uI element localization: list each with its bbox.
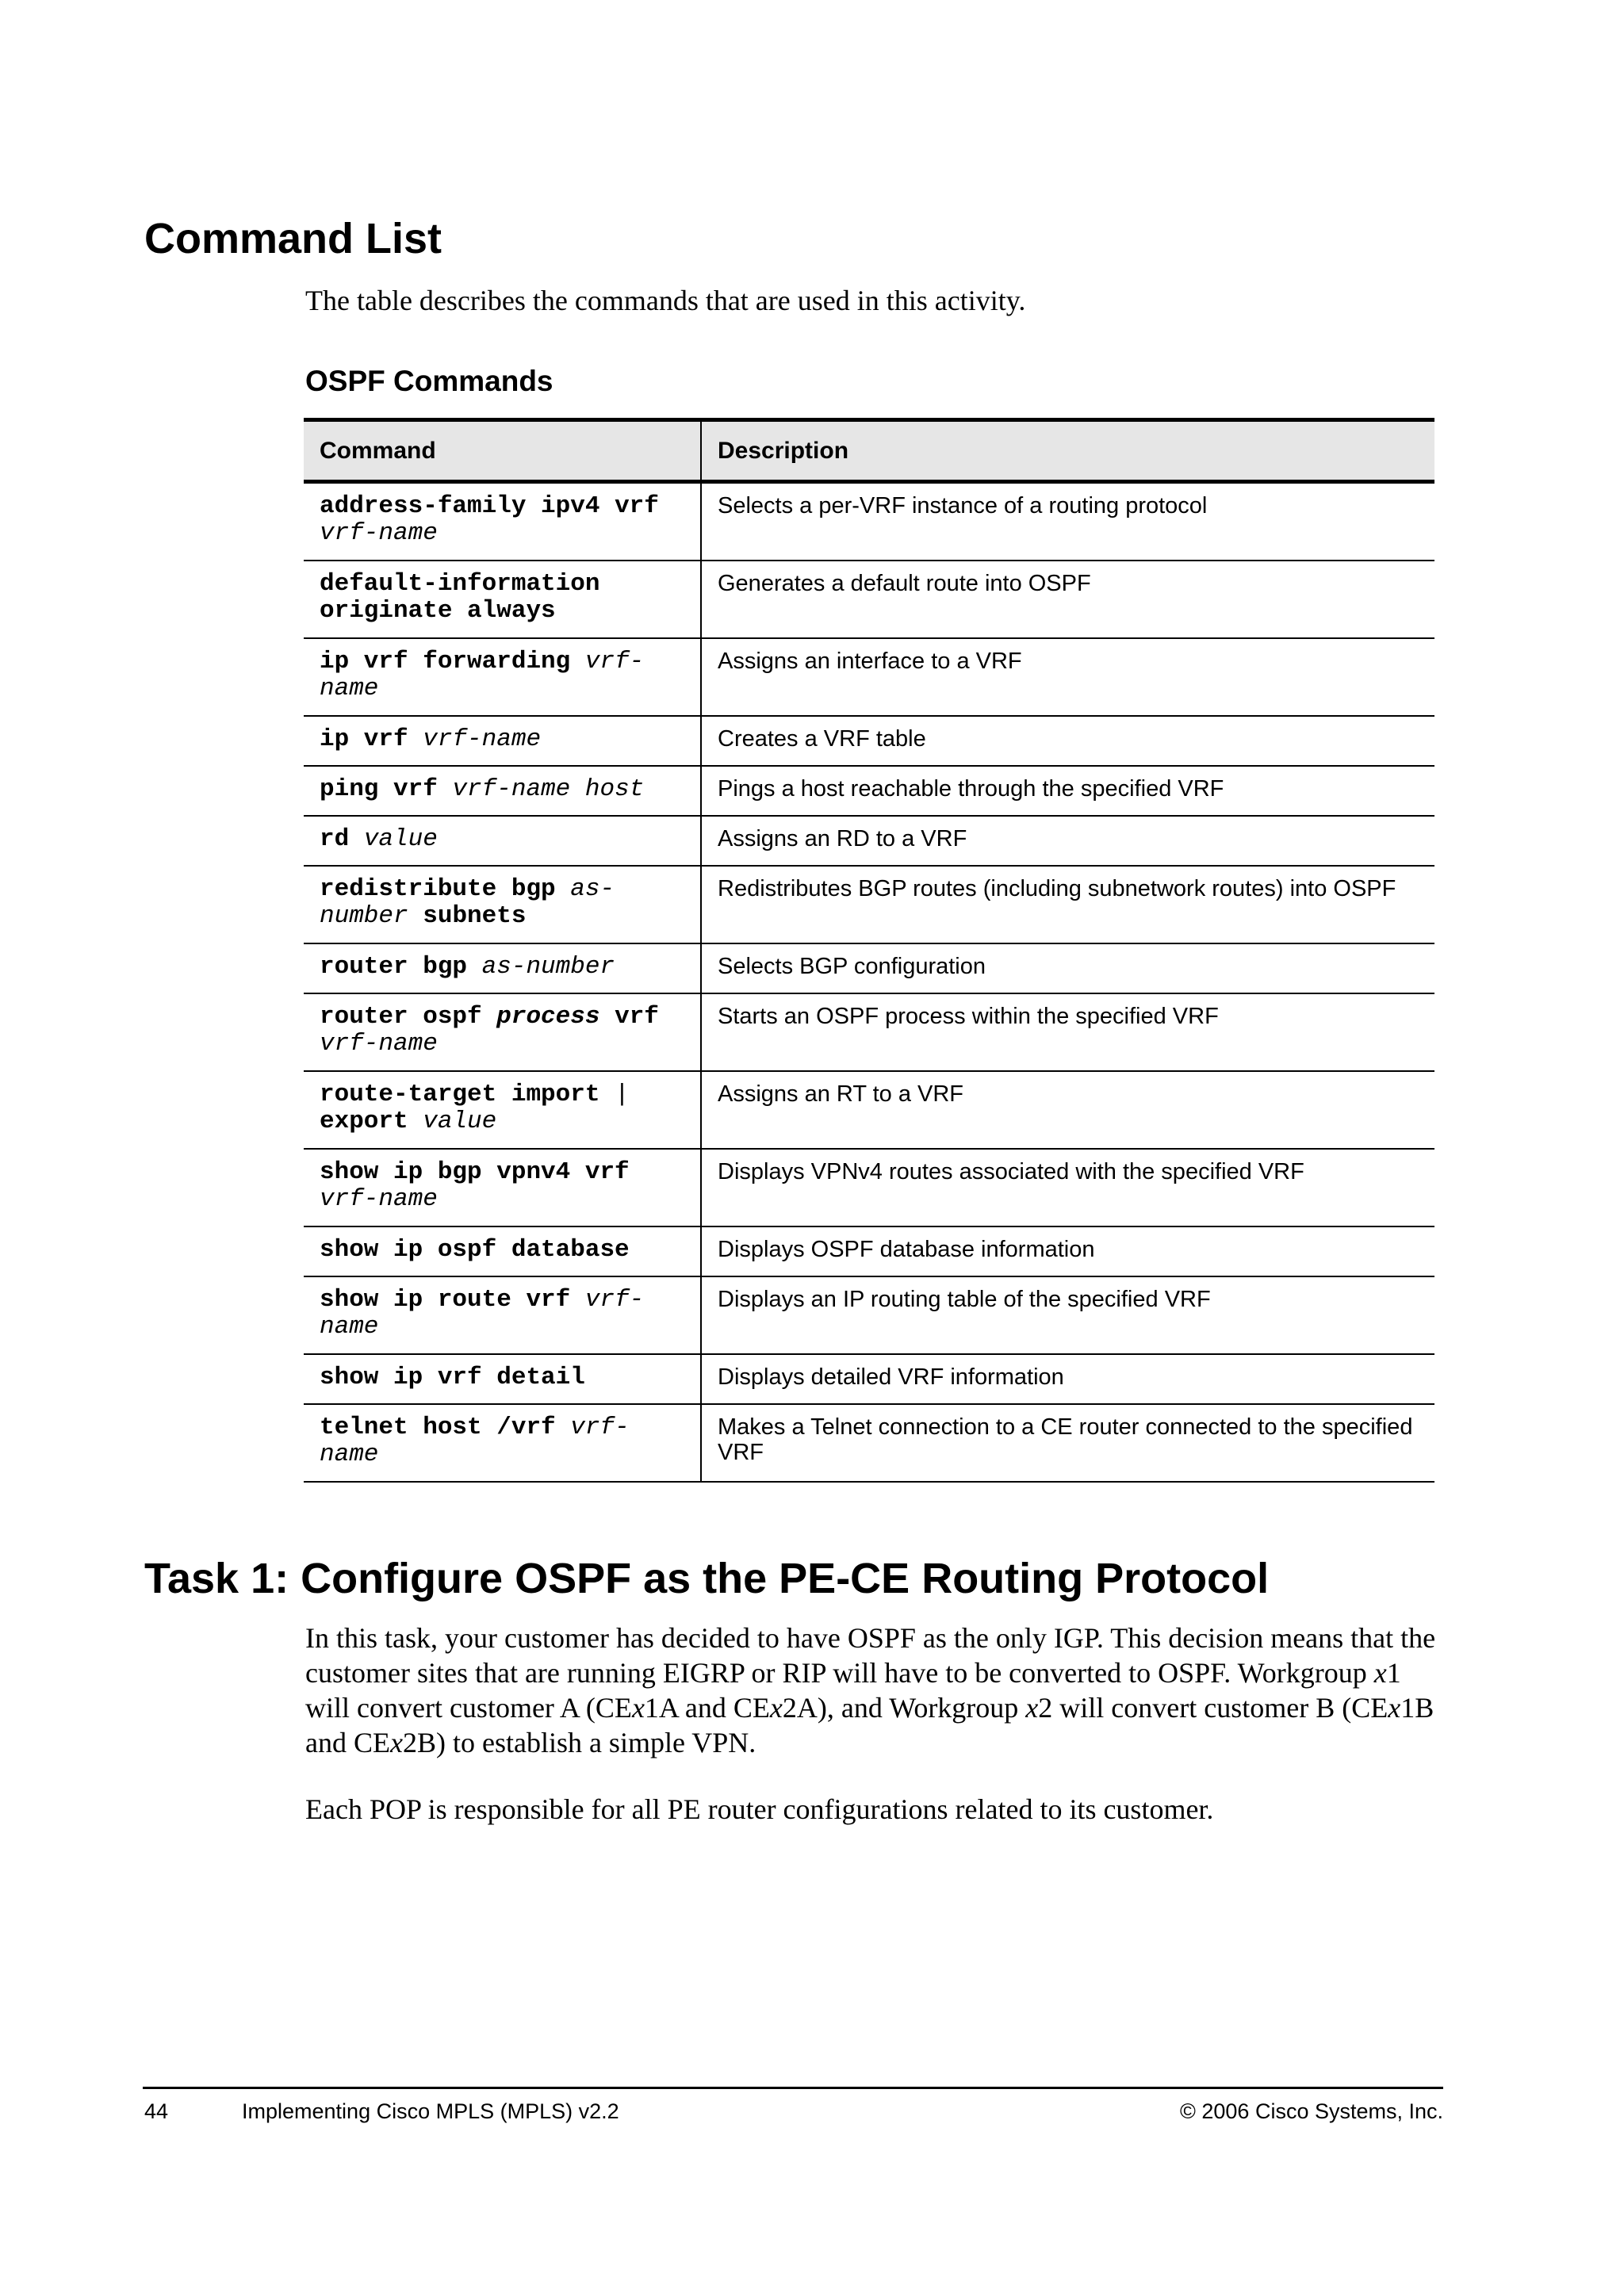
command-keyword: subnets — [423, 902, 527, 930]
command-separator — [467, 953, 482, 981]
table-row — [304, 816, 1434, 866]
table-header-row — [304, 420, 1434, 482]
command-separator — [408, 902, 423, 930]
command-cell — [304, 482, 701, 561]
description-cell: Creates a VRF table — [701, 716, 1434, 766]
table-row — [304, 1276, 1434, 1354]
intro-text: The table describes the commands that are used in this activity. — [305, 285, 1026, 316]
description-cell: Starts an OSPF process within the specified VRF — [701, 993, 1434, 1071]
description-cell: Displays OSPF database information — [701, 1226, 1434, 1276]
italic-variable: x — [631, 1692, 645, 1724]
command-argument: vrf-name — [320, 519, 438, 547]
command-argument: as-number — [481, 953, 615, 981]
italic-variable: x — [769, 1692, 783, 1724]
description-cell: Assigns an RT to a VRF — [701, 1071, 1434, 1149]
command-keyword: ping vrf — [320, 775, 438, 803]
section-heading-command-list: Command List — [144, 215, 442, 262]
table-row — [304, 716, 1434, 766]
column-header-description: Description — [701, 420, 1434, 482]
description-cell: Displays an IP routing table of the specified VRF — [701, 1276, 1434, 1354]
command-separator — [556, 875, 571, 903]
command-separator — [599, 492, 615, 520]
command-argument: vrf-name host — [452, 775, 645, 803]
command-separator — [570, 648, 585, 675]
command-cell — [304, 866, 701, 943]
description-cell: Redistributes BGP routes (including subnetwork routes) into OSPF — [701, 866, 1434, 943]
italic-variable: x — [389, 1727, 403, 1758]
command-cell — [304, 1149, 701, 1226]
description-cell: Selects BGP configuration — [701, 943, 1434, 993]
task-1-paragraph-2: Each POP is responsible for all PE router configurations related to its customer. — [305, 1793, 1214, 1825]
table-row — [304, 1149, 1434, 1226]
footer-page-number: 44 — [144, 2099, 169, 2123]
command-argument: vrf-name — [320, 1185, 438, 1213]
description-cell: Generates a default route into OSPF — [701, 561, 1434, 638]
table-row — [304, 482, 1434, 561]
command-cell — [304, 1226, 701, 1276]
command-keyword: process — [496, 1003, 600, 1031]
table-body — [304, 482, 1434, 1483]
command-argument: vrf-name — [320, 1286, 645, 1341]
command-keyword: show ip bgp vpnv4 vrf — [320, 1158, 630, 1186]
command-cell — [304, 1404, 701, 1482]
table-row — [304, 1226, 1434, 1276]
text-run: 2 will convert customer B (CE — [1038, 1692, 1388, 1724]
command-separator — [570, 1286, 585, 1314]
text-run: In this task, your customer has decided to have OSPF as the only IGP. This decision means that the customer sites that are running EIGRP or RIP will have to be converted to OSPF. Workgroup — [305, 1622, 1436, 1689]
italic-variable: x — [1388, 1692, 1401, 1724]
command-keyword: rd — [320, 825, 350, 853]
text-run: 2A), and Workgroup — [782, 1692, 1026, 1724]
command-keyword: export — [320, 1108, 408, 1135]
command-argument: vrf-name — [320, 1414, 630, 1468]
table-row — [304, 866, 1434, 943]
text-run: 1A and CE — [644, 1692, 770, 1724]
footer-rule — [143, 2087, 1443, 2089]
command-keyword: show ip ospf database — [320, 1236, 630, 1264]
command-separator — [438, 775, 453, 803]
command-keyword: router bgp — [320, 953, 468, 981]
command-argument: vrf-name — [320, 648, 645, 702]
command-keyword: telnet host /vrf — [320, 1414, 556, 1441]
command-keyword: redistribute bgp — [320, 875, 556, 903]
command-separator — [408, 725, 423, 753]
command-separator — [349, 825, 364, 853]
command-keyword: default-information originate always — [320, 570, 600, 625]
command-keyword: vrf — [615, 1003, 659, 1031]
description-cell: Displays detailed VRF information — [701, 1354, 1434, 1404]
command-argument: vrf-name — [320, 1030, 438, 1058]
description-cell: Makes a Telnet connection to a CE router connected to the specified VRF — [701, 1404, 1434, 1482]
table-row — [304, 943, 1434, 993]
command-keyword: router ospf — [320, 1003, 482, 1031]
command-argument: value — [423, 1108, 497, 1135]
command-cell — [304, 1276, 701, 1354]
command-cell — [304, 1071, 701, 1149]
command-keyword: address-family ipv4 — [320, 492, 600, 520]
command-keyword: vrf — [615, 492, 659, 520]
command-cell — [304, 638, 701, 716]
table-row — [304, 993, 1434, 1071]
description-cell: Pings a host reachable through the specified VRF — [701, 766, 1434, 816]
command-cell — [304, 1354, 701, 1404]
table-row — [304, 1404, 1434, 1482]
description-cell: Assigns an RD to a VRF — [701, 816, 1434, 866]
table-row — [304, 1354, 1434, 1404]
command-argument: value — [363, 825, 438, 853]
italic-variable: x — [1373, 1657, 1387, 1689]
command-keyword: ip vrf forwarding — [320, 648, 571, 675]
command-keyword: show ip vrf detail — [320, 1364, 585, 1391]
description-cell: Displays VPNv4 routes associated with the specified VRF — [701, 1149, 1434, 1226]
command-separator — [556, 1414, 571, 1441]
table-row — [304, 561, 1434, 638]
command-separator — [482, 1003, 497, 1031]
text-run: 1B and CE — [305, 1692, 1434, 1758]
command-separator: | — [599, 1081, 630, 1108]
italic-variable: x — [1025, 1692, 1039, 1724]
command-separator — [599, 1003, 615, 1031]
command-separator — [408, 1108, 423, 1135]
text-run: 2B) to establish a simple VPN. — [402, 1727, 756, 1758]
command-argument: vrf-name — [423, 725, 542, 753]
footer-course-title: Implementing Cisco MPLS (MPLS) v2.2 — [242, 2099, 619, 2123]
command-keyword: route-target import — [320, 1081, 600, 1108]
table-row — [304, 1071, 1434, 1149]
command-argument: as-number — [320, 875, 615, 930]
command-keyword: show ip route vrf — [320, 1286, 571, 1314]
command-cell — [304, 993, 701, 1071]
ospf-commands-table — [304, 418, 1434, 1483]
command-cell — [304, 766, 701, 816]
table-row — [304, 766, 1434, 816]
column-header-command: Command — [304, 420, 701, 482]
section-heading-task-1: Task 1: Configure OSPF as the PE-CE Routing Protocol — [144, 1555, 1270, 1602]
command-cell — [304, 943, 701, 993]
table-title-ospf-commands: OSPF Commands — [305, 365, 553, 397]
command-keyword: ip vrf — [320, 725, 408, 753]
task-1-body — [305, 1621, 1439, 1858]
table-row — [304, 638, 1434, 716]
command-cell — [304, 561, 701, 638]
description-cell: Assigns an interface to a VRF — [701, 638, 1434, 716]
footer-copyright: © 2006 Cisco Systems, Inc. — [1179, 2099, 1443, 2123]
text-run: 1 will convert customer A (CE — [305, 1657, 1401, 1724]
command-cell — [304, 716, 701, 766]
description-cell: Selects a per-VRF instance of a routing protocol — [718, 493, 1208, 519]
command-cell — [304, 816, 701, 866]
task-1-paragraph-1 — [305, 1621, 1439, 1760]
